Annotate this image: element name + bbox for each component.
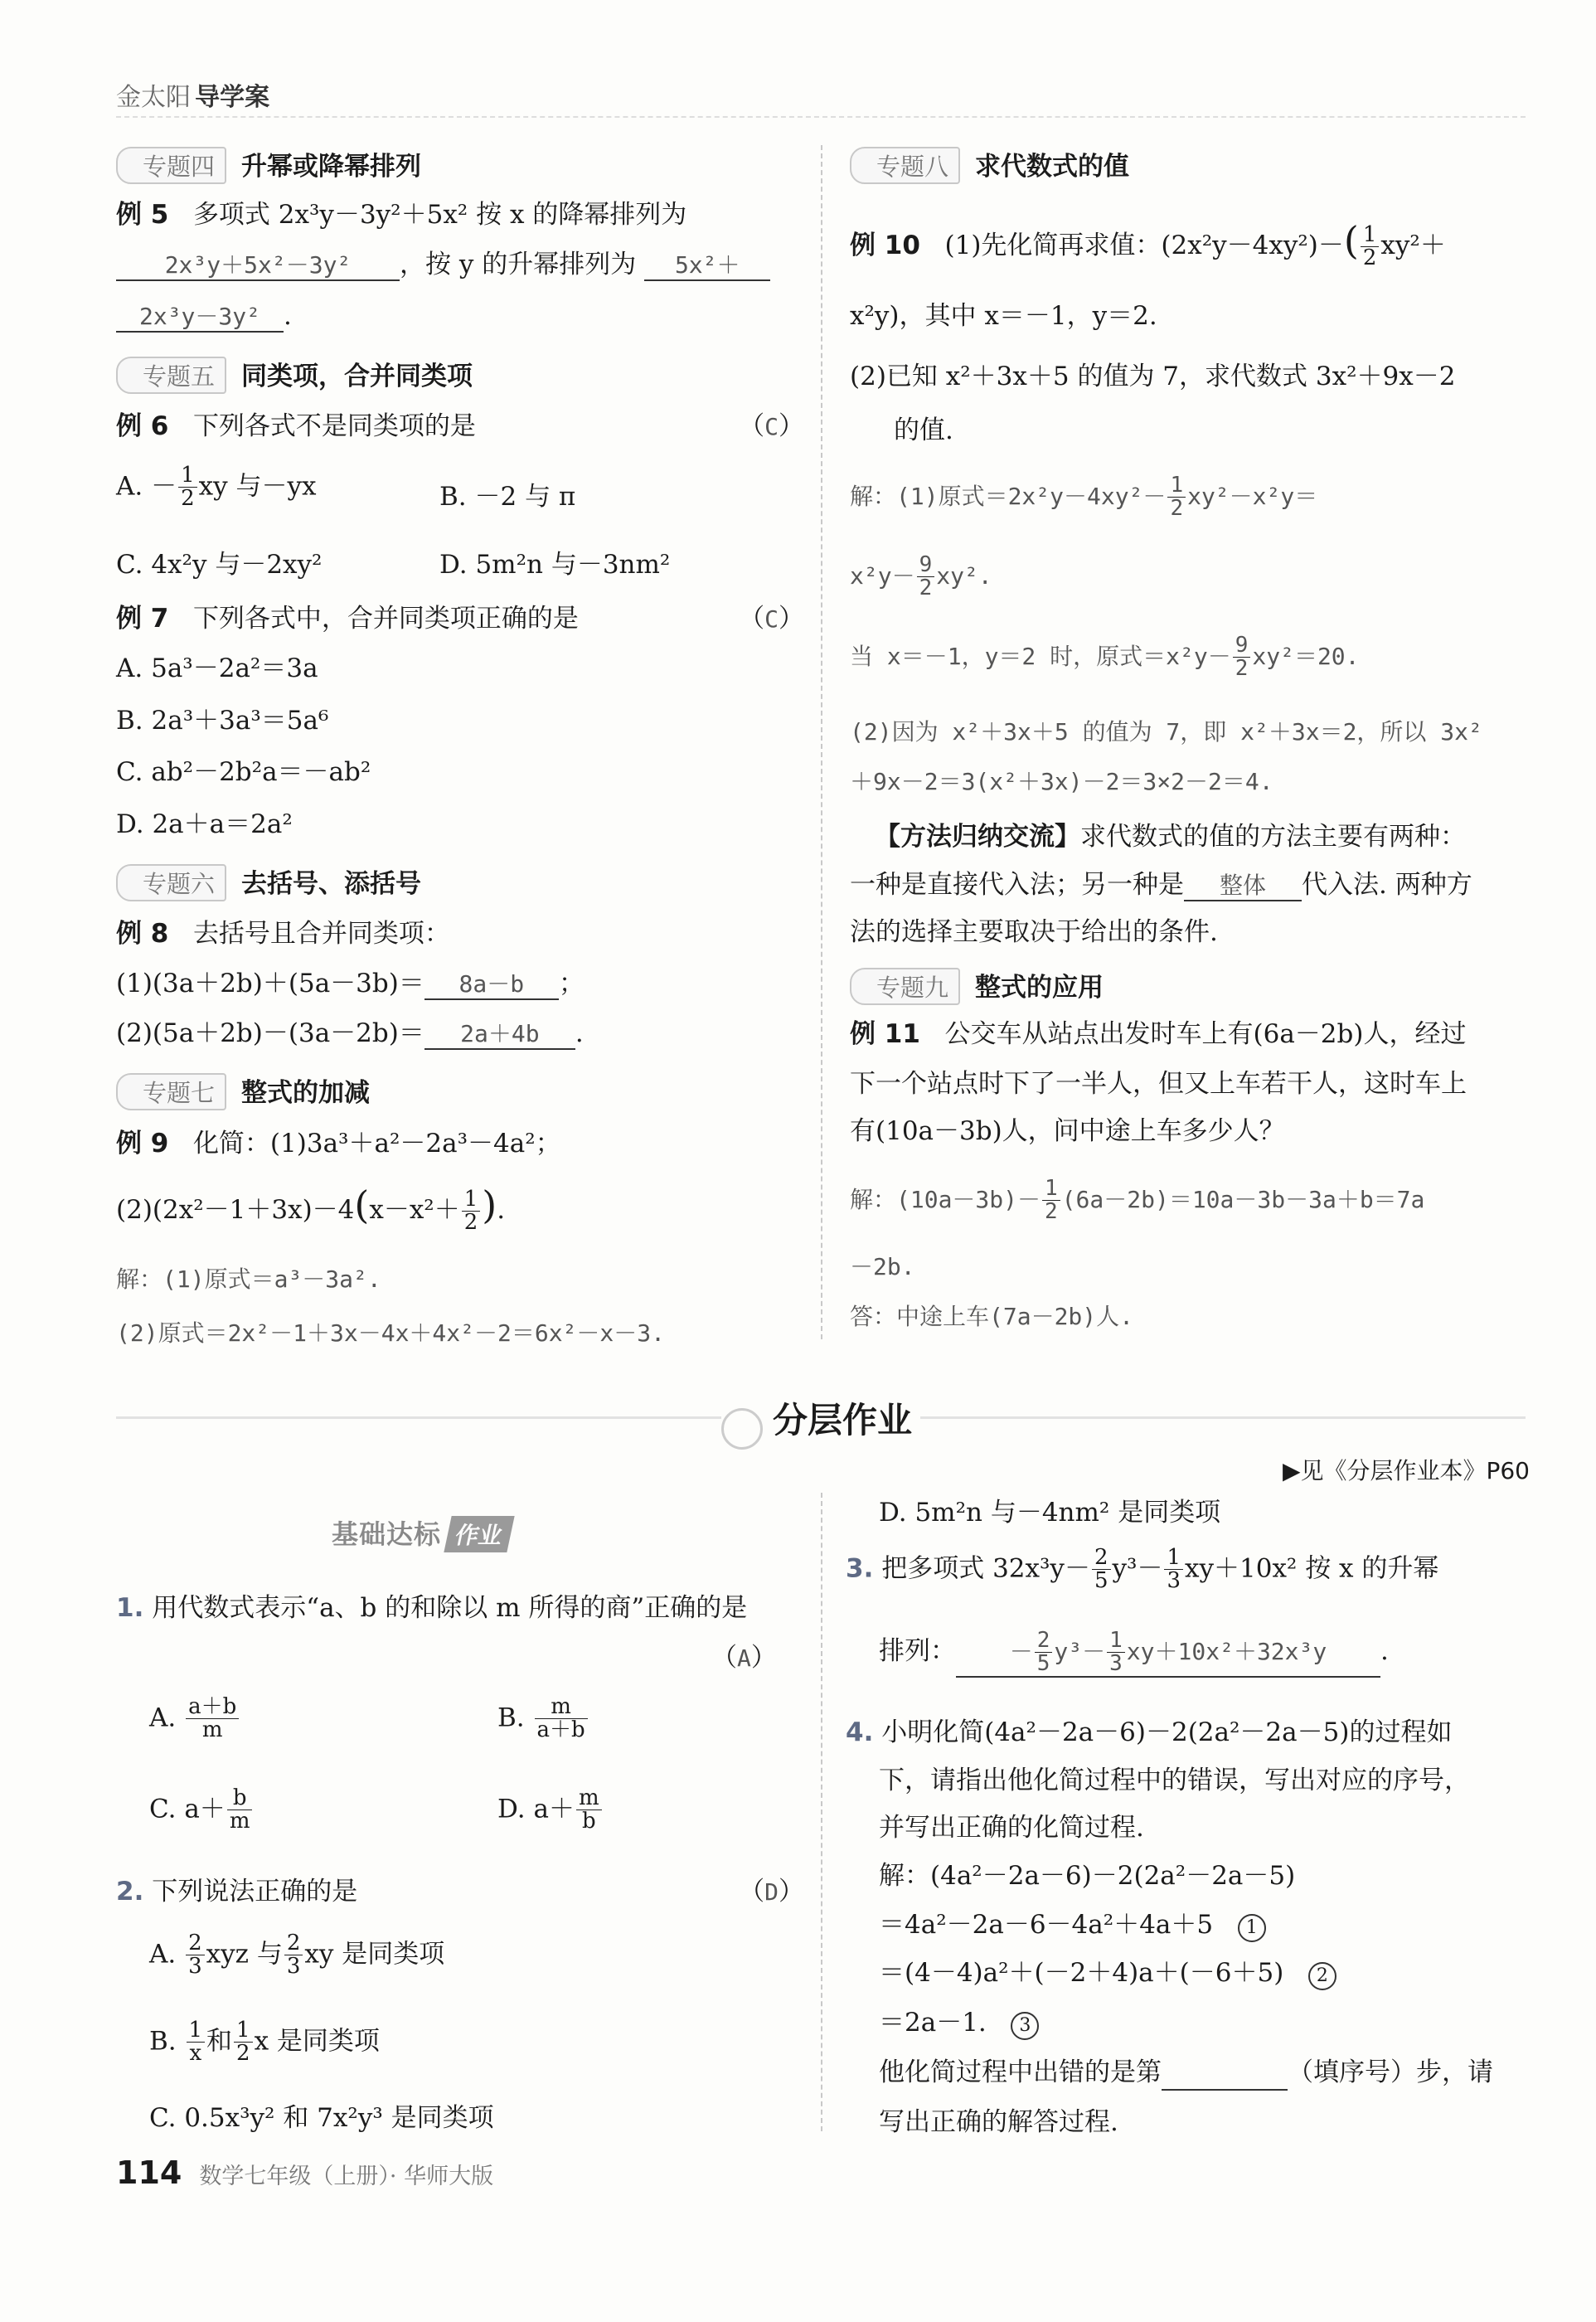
q1-optA: A. $\frac{a+b}{m}$ <box>149 1696 240 1742</box>
ex11-line1: 例 11 公交车从站点出发时车上有(6a－2b)人，经过 <box>850 1019 1467 1049</box>
q1-text: 用代数式表示“a、b 的和除以 m 所得的商”正确的是 <box>152 1593 748 1623</box>
ex6-text: 下列各式不是同类项的是 <box>192 411 476 441</box>
q3-answer-blank: － $\frac{2}{5}$ y³－ $\frac{1}{3}$ xy＋10x²＋32x³y <box>956 1630 1380 1678</box>
topic5-tag: 专题五 <box>116 357 226 394</box>
q2-num: 2. <box>116 1877 144 1907</box>
footer <box>116 2154 493 2191</box>
ex7-question <box>116 603 804 635</box>
ex5-line2 <box>116 249 770 281</box>
ex7-text: 下列各式中，合并同类项正确的是 <box>192 604 579 634</box>
section-title: 分层作业 <box>773 1400 913 1440</box>
q3-line1: 3. 把多项式 32x³y－ $\frac{2}{5}$ y³－ $\frac{1}{3}$ xy＋10x² 按 x 的升幂 <box>846 1545 1439 1594</box>
basic-badge-tag: 作业 <box>444 1516 514 1552</box>
ex10-sol-line2: x²y－ $\frac{9}{2}$ xy². <box>850 552 992 601</box>
ex10-sol-line5: ＋9x－2＝3(x²＋3x)－2＝3×2－2＝4. <box>850 768 1273 795</box>
ex7-optD: D. 2a＋a＝2a² <box>116 809 293 839</box>
q1-question <box>116 1592 804 1625</box>
q4-answer-blank[interactable] <box>1162 2057 1288 2091</box>
step-marker-2: 2 <box>1308 1962 1336 1990</box>
ex5-line1 <box>116 199 686 231</box>
ex8-line1: (1)(3a＋2b)＋(5a－3b)＝ 8a－b ； <box>116 969 585 998</box>
ex7-optC: C. ab²－2b²a＝－ab² <box>116 757 371 787</box>
q4-line5: 写出正确的解答过程. <box>879 2107 1118 2137</box>
ex7-label: 例 7 <box>116 604 169 634</box>
ex10-label: 例 10 <box>850 231 920 260</box>
ex9-text: 化简：(1)3a³＋a²－2a³－4a²； <box>192 1129 561 1159</box>
q2-optB: B. $\frac{1}{x}$ 和 $\frac{1}{2}$ x 是同类项 <box>149 2018 380 2067</box>
q4-num: 4. <box>846 1717 874 1747</box>
ex9-solution2: (2)原式＝2x²－1＋3x－4x＋4x²－2＝6x²－x－3. <box>116 1319 666 1347</box>
header-title: 导学案 <box>195 83 270 112</box>
topic6-tag: 专题六 <box>116 864 226 901</box>
ex9-question <box>116 1128 561 1160</box>
section-ref: ▶见《分层作业本》P60 <box>1282 1457 1530 1484</box>
q4-line1: 4. 小明化简(4a²－2a－6)－2(2a²－2a－5)的过程如 <box>846 1717 1453 1747</box>
q3-line2: 排列： － $\frac{2}{5}$ y³－ $\frac{1}{3}$ xy＋10x²＋32x³y . <box>879 1628 1389 1677</box>
step-marker-3: 3 <box>1011 2012 1039 2040</box>
ex7-answer-paren: （C） <box>739 604 804 634</box>
topic9-tag: 专题九 <box>850 968 960 1005</box>
book-title: 数学七年级（上册）· 华师大版 <box>199 2164 494 2189</box>
ex8-text: 去括号且合并同类项： <box>192 919 450 949</box>
q3-num: 3. <box>846 1553 874 1584</box>
ex5-text: 多项式 2x³y－3y²＋5x² 按 x 的降幂排列为 <box>192 200 687 230</box>
ex6-answer: C <box>764 413 779 440</box>
ex6-optD: D. 5m²n 与－3nm² <box>439 550 671 580</box>
header-rule <box>116 116 1526 118</box>
ex9-line2: (2)(2x²－1＋3x)－4(x－x²＋ $\frac{1}{2}$ ). <box>116 1183 506 1235</box>
q1-optC: C. a＋ $\frac{b}{m}$ <box>149 1787 254 1834</box>
q4-line2: 下，请指出他化简过程中的错误，写出对应的序号， <box>879 1766 1470 1795</box>
q1-answer: A <box>737 1644 751 1672</box>
topic6-title: 去括号、添括号 <box>241 869 422 899</box>
q1-num: 1. <box>116 1593 144 1623</box>
q2-answer: D <box>764 1878 779 1906</box>
method-line1: 【方法归纳交流】求代数式的值的方法主要有两种： <box>875 822 1466 852</box>
ex11-sol-line1: 解：(10a－3b)－ $\frac{1}{2}$ (6a－2b)＝10a－3b－3a＋b＝7a <box>850 1176 1425 1225</box>
ex11-line3: 有(10a－3b)人，问中途上车多少人？ <box>850 1116 1285 1146</box>
brand-logo: 金太阳 <box>116 83 191 112</box>
section-circle-icon <box>721 1408 763 1450</box>
method-line2: 一种是直接代入法；另一种是 整体 代入法. 两种方 <box>850 870 1472 900</box>
method-blank: 整体 <box>1184 871 1302 901</box>
ex6-optA: A. － $\frac{1}{2}$ xy 与－yx <box>116 463 317 512</box>
ex10-sol-line1: 解：(1)原式＝2x²y－4xy²－ $\frac{1}{2}$ xy²－x²y＝ <box>850 473 1318 522</box>
ex8-blank1: 8a－b <box>424 969 559 1000</box>
ex9-label: 例 9 <box>116 1129 169 1159</box>
ex6-answer-paren: （C） <box>739 411 804 441</box>
topic6-heading <box>116 862 421 901</box>
column-divider-lower <box>821 1493 822 2131</box>
ex8-line2: (2)(5a＋2b)－(3a－2b)＝ 2a＋4b . <box>116 1018 584 1048</box>
topic4-tag: 专题四 <box>116 147 226 184</box>
ex5-blank1: 2x³y＋5x²－3y² <box>116 250 400 281</box>
q4-step3: ＝2a－1. 3 <box>879 2007 1039 2040</box>
q1-answer-paren: （A） <box>711 1643 777 1673</box>
ex5-label: 例 5 <box>116 200 169 230</box>
q1-optD: D. a＋ $\frac{m}{b}$ <box>497 1787 604 1834</box>
ex11-line2: 下一个站点时下了一半人，但又上车若干人，这时车上 <box>850 1069 1467 1099</box>
topic7-title: 整式的加减 <box>241 1078 371 1108</box>
ex5-mid: ，按 y 的升幂排列为 <box>400 250 637 279</box>
topic8-heading <box>850 145 1129 184</box>
ex11-sol-line2: －2b. <box>850 1253 915 1280</box>
q1-optB: B. $\frac{m}{a+b}$ <box>497 1696 589 1742</box>
topic9-heading <box>850 966 1104 1005</box>
ex11-sol-line3: 答：中途上车(7a－2b)人. <box>850 1303 1134 1330</box>
q4-step0: 解：(4a²－2a－6)－2(2a²－2a－5) <box>879 1861 1296 1891</box>
method-label: 【方法归纳交流】 <box>875 822 1080 852</box>
ex9-solution1: 解：(1)原式＝a³－3a². <box>116 1265 381 1293</box>
q2-text: 下列说法正确的是 <box>152 1877 358 1907</box>
ex8-question <box>116 918 450 950</box>
topic9-title: 整式的应用 <box>975 973 1104 1003</box>
topic5-heading <box>116 355 473 394</box>
q2-answer-paren: （D） <box>739 1877 804 1907</box>
ex11-label: 例 11 <box>850 1019 920 1049</box>
topic7-heading <box>116 1071 370 1110</box>
topic5-title: 同类项，合并同类项 <box>241 362 473 391</box>
ex7-optB: B. 2a³＋3a³＝5a⁶ <box>116 706 329 736</box>
q2-optA: A. $\frac{2}{3}$ xyz 与 $\frac{2}{3}$ xy 是同类项 <box>149 1931 445 1980</box>
ex7-answer: C <box>764 605 779 633</box>
ex5-blank2a: 5x²＋ <box>644 250 770 281</box>
step-marker-1: 1 <box>1238 1914 1266 1942</box>
section-heading <box>721 1393 912 1450</box>
ex6-optB: B. －2 与 π <box>439 482 576 512</box>
topic7-tag: 专题七 <box>116 1073 226 1110</box>
header <box>116 76 269 113</box>
q4-step2: ＝(4－4)a²＋(－2＋4)a＋(－6＋5) 2 <box>879 1957 1336 1990</box>
q2-optD: D. 5m²n 与－4nm² 是同类项 <box>879 1498 1221 1528</box>
q2-optC: C. 0.5x³y² 和 7x²y³ 是同类项 <box>149 2103 494 2133</box>
ex10-line1: 例 10 (1)先化简再求值：(2x²y－4xy²)－( $\frac{1}{2}$ xy²＋ <box>850 218 1446 270</box>
ex10-line2: x²y)，其中 x＝－1，y＝2. <box>850 301 1157 331</box>
ex10-sol-line3: 当 x＝－1，y＝2 时，原式＝x²y－ $\frac{9}{2}$ xy²＝20. <box>850 633 1360 682</box>
basic-badge <box>332 1513 511 1552</box>
ex5-end: . <box>284 301 292 331</box>
q4-step1: ＝4a²－2a－6－4a²＋4a＋5 1 <box>879 1909 1266 1942</box>
ex6-question <box>116 410 804 443</box>
ex6-optC: C. 4x²y 与－2xy² <box>116 550 323 580</box>
ex7-optA: A. 5a³－2a²＝3a <box>116 653 318 683</box>
topic8-title: 求代数式的值 <box>975 152 1130 182</box>
column-divider <box>821 145 822 1339</box>
q2-question <box>116 1876 804 1908</box>
method-line3: 法的选择主要取决于给出的条件. <box>850 917 1218 947</box>
topic4-title: 升幂或降幂排列 <box>241 152 422 182</box>
q4-line3: 并写出正确的化简过程. <box>879 1813 1144 1843</box>
ex5-line3 <box>116 300 292 333</box>
ex10-line3: (2)已知 x²＋3x＋5 的值为 7，求代数式 3x²＋9x－2 <box>850 362 1456 391</box>
topic4-heading <box>116 145 421 184</box>
ex8-label: 例 8 <box>116 919 169 949</box>
basic-badge-label: 基础达标 <box>332 1518 442 1550</box>
topic8-tag: 专题八 <box>850 147 960 184</box>
ex5-blank2b: 2x³y－3y² <box>116 302 284 333</box>
ex10-sol-line4: (2)因为 x²＋3x＋5 的值为 7，即 x²＋3x＝2，所以 3x² <box>850 718 1482 746</box>
q4-line4: 他化简过程中出错的是第 （填序号）步，请 <box>879 2057 1493 2091</box>
ex6-label: 例 6 <box>116 411 169 441</box>
ex8-blank2: 2a＋4b <box>424 1019 575 1050</box>
ex10-line4: 的值. <box>894 415 953 445</box>
page-number: 114 <box>116 2154 182 2191</box>
